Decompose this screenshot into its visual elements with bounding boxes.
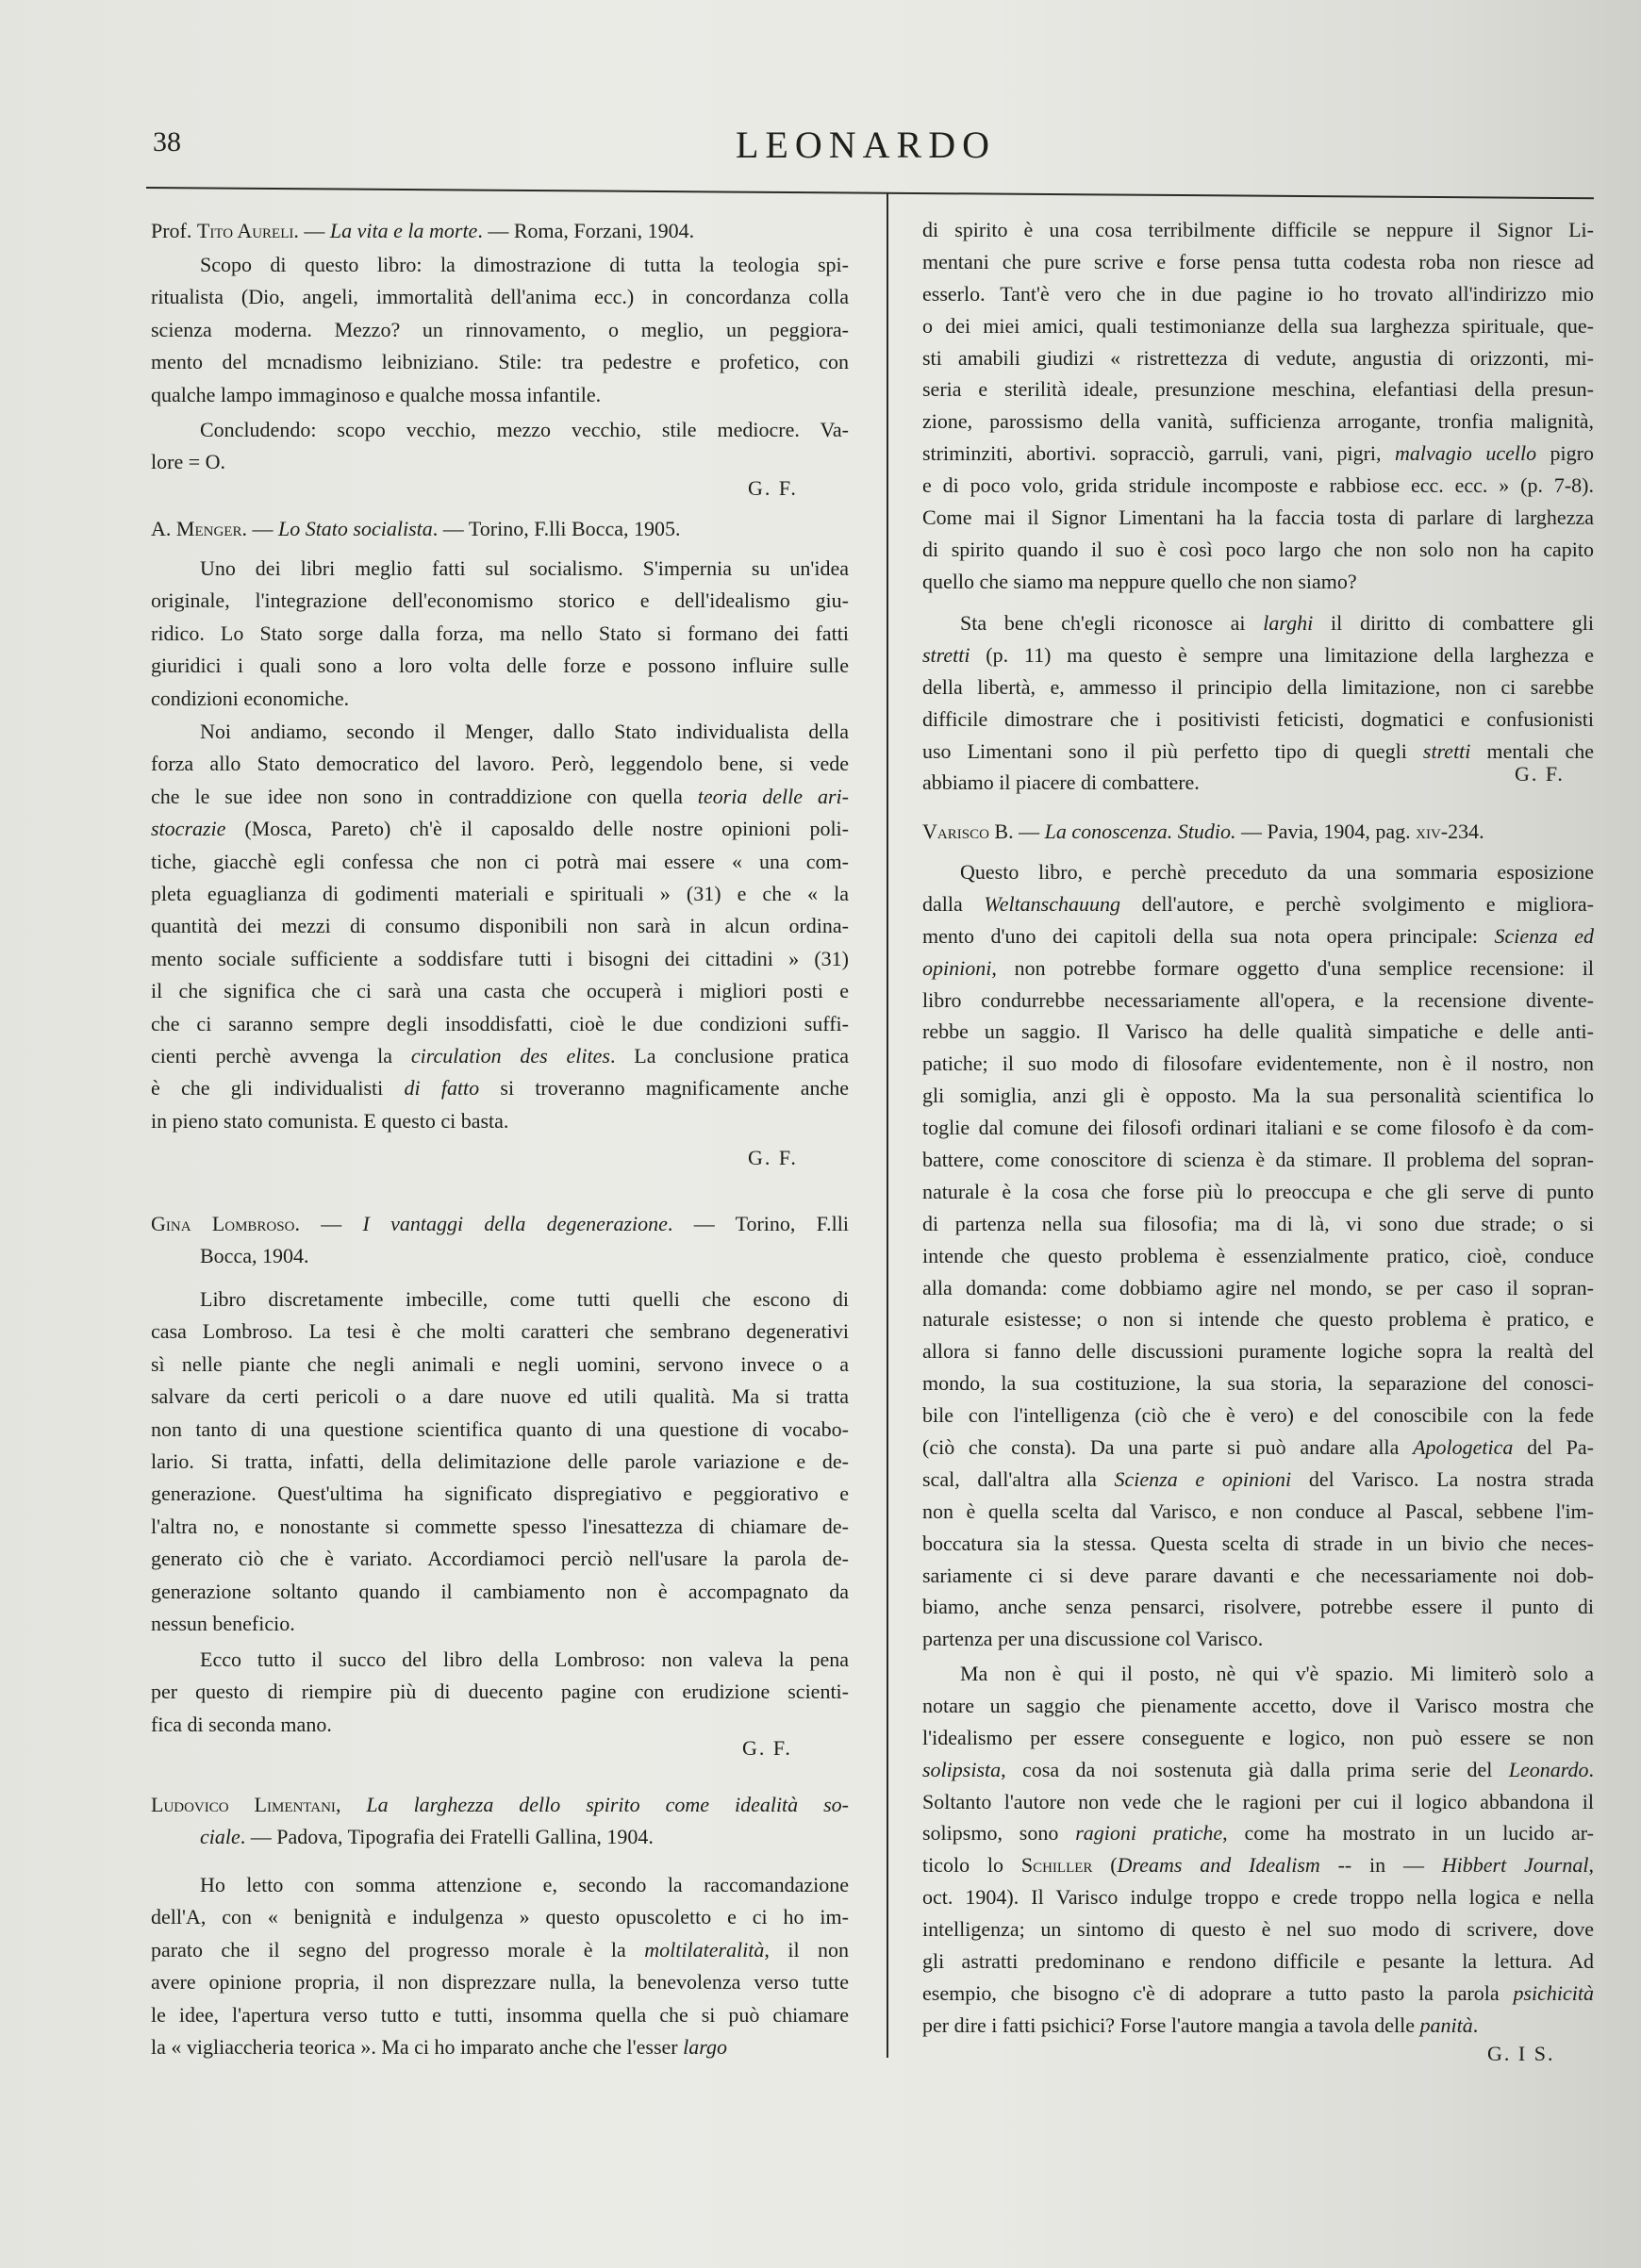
text-run: sì nelle piante che negli animali e negli uomini, servono invece o a	[151, 1351, 849, 1376]
text-run: toglie dal comune dei filosofi ordinari italiani e se come filosofo è da com-	[922, 1116, 1594, 1140]
text-line	[151, 1040, 849, 1072]
text-run: tiche, giacchè egli confessa che non ci potrà mai essere « una com-	[151, 849, 849, 873]
italic-text: I vantaggi della degenerazione	[362, 1212, 668, 1235]
italic-text: Scienza ed	[1494, 923, 1595, 948]
text-run: per dire i fatti psichici? Forse l'autore mangia a tavola delle	[922, 2012, 1420, 2037]
italic-text: solipsista	[922, 1757, 1002, 1781]
text-run: A.	[151, 517, 176, 540]
text-run: esserlo. Tant'è vero che in due pagine io ho trovato all'indirizzo mio	[922, 281, 1594, 306]
text-run: Questo libro, e perchè preceduto da una sommaria esposizione	[960, 860, 1594, 884]
text-run: di partenza nella sua filosofia; ma di là, vi sono due strade; o si	[922, 1211, 1594, 1235]
text-run: Bocca, 1904.	[200, 1244, 309, 1268]
text-run: gli somiglia, anzi gli è opposto. Ma la sua personalità scientifica lo	[922, 1084, 1594, 1108]
signature: G. F.	[1515, 762, 1565, 786]
italic-text: Lo Stato socialista	[277, 517, 433, 540]
text-run: quello che siamo ma neppure quello che non siamo?	[922, 569, 1357, 593]
text-run: Ecco tutto il succo del libro della Lombroso: non valeva la pena	[200, 1647, 849, 1671]
text-line	[922, 1591, 1594, 1623]
text-run: -- in —	[1319, 1853, 1442, 1878]
text-line	[151, 910, 849, 942]
italic-text: ciale	[200, 1825, 240, 1849]
text-line	[151, 1966, 849, 1998]
text-line	[151, 1511, 849, 1543]
text-line	[922, 1399, 1594, 1432]
text-run: , cosa da noi sostenuta già dalla prima serie del	[1001, 1757, 1509, 1781]
text-line	[151, 2031, 849, 2063]
text-run: pleta eguaglianza di godimenti materiali e spirituali » (31) e che « la	[151, 881, 849, 905]
text-run: zione, parossismo della vanità, sufficienza arrogante, tronfia malignità,	[922, 409, 1594, 434]
text-run: in pieno stato comunista. E questo ci basta.	[151, 1108, 509, 1133]
text-run: abbiamo il piacere di combattere.	[922, 770, 1200, 795]
text-line	[922, 985, 1594, 1017]
review-paragraph	[922, 607, 1594, 799]
text-line	[922, 1849, 1594, 1881]
signature: G. F.	[748, 476, 798, 500]
text-line	[151, 748, 849, 780]
text-run: che le sue idee non sono in contraddizione con quella	[151, 784, 698, 808]
text-run: e di poco volo, grida stridule incomposte e rabbiose ecc. ecc. » (p. 7-8).	[922, 473, 1594, 498]
text-run: bile con l'intelligenza (ciò che è vero) e del conoscibile con la fede	[922, 1403, 1594, 1428]
text-line	[151, 1644, 849, 1676]
italic-text: opinioni	[922, 955, 992, 980]
small-caps-text: Varisco B.	[922, 819, 1014, 843]
review-paragraph	[922, 856, 1594, 1655]
text-line	[151, 1008, 849, 1040]
text-line	[922, 1303, 1594, 1335]
text-line	[922, 888, 1594, 920]
text-line	[922, 1464, 1594, 1496]
text-run: (p. 11) ma questo è sempre una limitazione della larghezza e	[970, 642, 1594, 667]
text-run: . — Roma, Forzani, 1904.	[477, 219, 695, 242]
text-run: forza allo Stato democratico del lavoro. Però, leggendolo bene, si vede	[151, 752, 849, 776]
small-caps-text: Tito Aureli	[196, 219, 294, 242]
text-run: ritualista (Dio, angeli, immortalità dell'anima ecc.) in concordanza colla	[151, 285, 849, 309]
text-run: gli astratti predominano e rendono difficile e pesante la lettura. Ad	[922, 1949, 1594, 1974]
text-line	[151, 1934, 849, 1966]
italic-text: Dreams and Idealism	[1117, 1853, 1320, 1878]
text-run: di spirito è una cosa terribilmente difficile se neppure il Signor Li-	[922, 218, 1594, 241]
text-run: intende che questo problema è essenzialmente pratico, cioè, conduce	[922, 1243, 1594, 1267]
text-run: , non potrebbe formare oggetto d'una semplice recensione: il	[991, 955, 1594, 980]
text-line	[922, 1817, 1594, 1849]
text-line	[151, 553, 849, 585]
text-line	[151, 618, 849, 650]
text-line	[922, 1335, 1594, 1367]
text-run: o dei miei amici, quali testimonianze della sua larghezza spirituale, que-	[922, 313, 1594, 338]
italic-text: La conoscenza. Studio.	[1044, 819, 1236, 843]
text-line	[151, 975, 849, 1007]
text-line	[922, 671, 1594, 704]
text-run: battere, come conoscitore di scienza è da stimare. Il problema del sopran-	[922, 1148, 1594, 1172]
text-run: patiche; il suo modo di filosofare evidentemente, non è il nostro, non	[922, 1051, 1594, 1076]
text-run: sti amabili giudizi « ristrettezza di vedute, angustia di orizzonti, mi-	[922, 345, 1594, 370]
review-paragraph	[151, 1283, 849, 1640]
text-run: del Varisco. La nostra strada	[1291, 1466, 1594, 1491]
text-line	[922, 607, 1594, 639]
text-run: Scopo di questo libro: la dimostrazione di tutta la teologia spi-	[200, 253, 849, 276]
italic-text: Apologetica	[1413, 1435, 1514, 1460]
text-line	[922, 1528, 1594, 1560]
text-run: . — Padova, Tipografia dei Fratelli Gallina, 1904.	[240, 1825, 654, 1849]
text-run: ,	[1588, 1853, 1594, 1878]
text-run: . La conclusione pratica	[609, 1043, 849, 1068]
text-run: biamo, anche senza pensarci, risolvere, potrebbe essere il punto di	[922, 1595, 1594, 1619]
column-divider	[887, 192, 888, 2058]
review-paragraph	[151, 1869, 849, 2063]
text-line	[151, 1072, 849, 1104]
text-line	[151, 683, 849, 715]
italic-text: stretti	[1422, 738, 1471, 763]
small-caps-text: Ludovico Limentani	[151, 1793, 336, 1816]
text-run: seria e sterilità ideale, presunzione meschina, elefantiasi della presun-	[922, 377, 1594, 402]
text-line	[151, 1414, 849, 1446]
text-run: oct. 1904). Il Varisco indulge troppo e crede troppo nella logica e nella	[922, 1885, 1594, 1910]
text-line	[922, 534, 1594, 566]
review-paragraph-continued	[922, 214, 1594, 598]
text-line	[922, 736, 1594, 768]
text-line	[922, 2010, 1594, 2042]
text-line	[151, 215, 849, 247]
text-line	[151, 314, 849, 346]
text-line	[151, 716, 849, 748]
text-run: mentali che	[1470, 738, 1594, 763]
small-caps-text: xiv	[1416, 819, 1441, 843]
text-run: Soltanto l'autore non vede che le ragioni per cui il logico abbandona il	[922, 1789, 1594, 1813]
text-run: giuridici i quali sono a loro volta delle forze e possono influire sulle	[151, 654, 849, 678]
text-run: del Pa-	[1513, 1435, 1595, 1460]
italic-text: ragioni pratiche	[1075, 1821, 1223, 1846]
text-line	[151, 414, 849, 446]
text-run: difficile dimostrare che i positivisti feticisti, dogmatici e confusionisti	[922, 706, 1594, 731]
text-line	[151, 1208, 849, 1240]
text-run: —	[1013, 819, 1045, 843]
text-run: naturale è la cosa che forse più lo preoccupa e che gli serve di punto	[922, 1179, 1594, 1203]
text-run: fica di seconda mano.	[151, 1712, 332, 1736]
text-line	[922, 1367, 1594, 1399]
text-line	[922, 1272, 1594, 1304]
text-line	[151, 650, 849, 682]
text-run: boccatura sia la stessa. Questa scelta di strade in un bivio che neces-	[922, 1531, 1594, 1555]
signature: G. F.	[748, 1146, 798, 1169]
text-run: -234.	[1440, 819, 1484, 843]
text-line	[922, 342, 1594, 374]
italic-text: teoria delle ari-	[697, 784, 849, 808]
text-line	[151, 446, 849, 478]
text-run: si troveranno magnificamente anche	[479, 1076, 849, 1101]
small-caps-text: Menger	[175, 517, 242, 540]
text-run: allora si fanno delle discussioni puramente logiche sopra la realtà del	[922, 1339, 1594, 1364]
text-run: . — Torino, F.lli	[667, 1212, 849, 1235]
text-line	[151, 1105, 849, 1137]
text-run: di spirito quando il suo è così poco largo che non solo non ha capito	[922, 537, 1594, 561]
text-run: nessun beneficio.	[151, 1611, 295, 1635]
review-paragraph	[151, 1644, 849, 1741]
text-run: (Mosca, Pareto) ch'è il caposaldo delle nostre opinioni poli-	[225, 817, 849, 841]
text-run: Come mai il Signor Limentani ha la faccia tosta di parlare di larghezza	[922, 505, 1594, 530]
text-line	[922, 1048, 1594, 1080]
text-run: il che significa che ci sarà una casta che occuperà i migliori posti e	[151, 979, 849, 1003]
text-line	[151, 1999, 849, 2031]
text-line	[922, 278, 1594, 310]
text-run: dalla	[922, 891, 985, 916]
text-run: . —	[293, 219, 330, 242]
italic-text: Weltanschauung	[984, 891, 1121, 916]
text-line	[151, 1316, 849, 1348]
text-run: Sta bene ch'egli riconosce ai	[960, 611, 1264, 635]
text-run: mento sociale sufficiente a soddisfare tutti i bisogni dei cittadini » (31)	[151, 946, 849, 970]
review-heading-limentani	[151, 1789, 849, 1854]
text-run: generato ciò che è variato. Accordiamoci perciò nell'usare la parola de-	[151, 1547, 849, 1571]
signature: G. I S.	[1487, 2042, 1555, 2065]
text-run: della libertà, e, ammesso il principio della limitazione, non ci sarebbe	[922, 674, 1594, 699]
text-run: condizioni economiche.	[151, 686, 350, 710]
text-run: lario. Si tratta, infatti, della delimitazione delle parole variazione e de-	[151, 1449, 849, 1473]
review-paragraph	[151, 249, 849, 411]
text-line	[922, 438, 1594, 470]
text-run: naturale esistesse; o non si intende che questo problema è pratico, e	[922, 1307, 1594, 1332]
text-run: striminziti, abortivi. sopracciò, garruli, vani, pigri,	[922, 441, 1395, 466]
header-rule	[146, 187, 1594, 199]
text-line	[151, 1283, 849, 1316]
text-line	[922, 856, 1594, 888]
text-line	[922, 1913, 1594, 1945]
signature: G. F.	[742, 1736, 792, 1760]
text-run: mento d'uno dei capitoli della sua nota opera principale:	[922, 923, 1495, 948]
italic-text: Leonardo	[1508, 1757, 1589, 1781]
text-line	[922, 1240, 1594, 1272]
text-line	[922, 1754, 1594, 1786]
text-line	[151, 1576, 849, 1608]
text-line	[151, 585, 849, 617]
text-run: la « vigliaccheria teorica ». Ma ci ho imparato anche che l'esser	[151, 2034, 684, 2059]
small-caps-text: Gina Lombroso	[151, 1212, 295, 1235]
text-run: . —	[294, 1212, 363, 1235]
text-line	[922, 1978, 1594, 2010]
review-heading-aureli	[151, 215, 849, 247]
text-line	[922, 1496, 1594, 1528]
running-title: LEONARDO	[736, 124, 996, 166]
text-line	[151, 813, 849, 845]
review-paragraph	[151, 414, 849, 479]
page-number: 38	[153, 126, 181, 157]
text-run: . — Torino, F.lli Bocca, 1905.	[432, 517, 681, 540]
text-run: Concludendo: scopo vecchio, mezzo vecchio, stile mediocre. Va-	[200, 418, 849, 441]
text-run: Uno dei libri meglio fatti sul socialismo. S'impernia su un'idea	[200, 556, 849, 580]
text-run: (	[1092, 1853, 1118, 1878]
text-line	[922, 1080, 1594, 1112]
text-line	[151, 1676, 849, 1708]
text-run: dell'A, con « benignità e indulgenza » questo opuscoletto e ci ho im-	[151, 1905, 849, 1929]
text-line	[922, 920, 1594, 952]
text-run: alla domanda: come dobbiamo agire nel mondo, se per caso il sopran-	[922, 1275, 1594, 1300]
text-run: che ci saranno sempre degli insoddisfatti, cioè le due condizioni suffi-	[151, 1011, 849, 1035]
text-line	[151, 1789, 849, 1821]
italic-text: psichicità	[1513, 1980, 1594, 2005]
text-line	[922, 704, 1594, 736]
text-run: per questo di riempire più di duecento pagine con erudizione scienti-	[151, 1680, 849, 1704]
text-line	[151, 1543, 849, 1575]
text-run: rebbe un saggio. Il Varisco ha delle qualità simpatiche e delle anti-	[922, 1019, 1594, 1044]
italic-text: circulation des elites	[410, 1043, 610, 1068]
text-line	[922, 406, 1594, 438]
text-run: le idee, l'apertura verso tutto e tutti, insomma quella che si può chiamare	[151, 2002, 849, 2027]
text-run: (ciò che consta). Da una parte si può andare alla	[922, 1435, 1414, 1460]
text-run: mentani che pure scrive e forse pensa tutta codesta roba non riesce ad	[922, 249, 1594, 273]
text-line	[922, 502, 1594, 534]
text-run: l'idealismo per essere conseguente e logico, non può essere se non	[922, 1725, 1594, 1749]
text-run: dell'autore, e perchè svolgimento e migliora-	[1120, 891, 1594, 916]
text-run: , il non	[764, 1937, 850, 1962]
text-run: non è quella scelta dal Varisco, e non conduce al Pascal, sebbene l'im-	[922, 1498, 1594, 1523]
text-run: ,	[335, 1793, 367, 1816]
text-line	[922, 1144, 1594, 1176]
italic-text: largo	[683, 2034, 727, 2059]
text-line	[151, 846, 849, 878]
italic-text: di fatto	[404, 1076, 480, 1101]
text-line	[151, 1349, 849, 1381]
text-run: uso Limentani sono il più perfetto tipo di quegli	[922, 738, 1423, 763]
text-line	[922, 310, 1594, 342]
text-run: .	[1588, 1757, 1594, 1781]
text-run: originale, l'integrazione dell'economismo storico e dell'idealismo giu-	[151, 588, 849, 613]
text-line	[922, 1176, 1594, 1208]
text-line	[922, 1208, 1594, 1240]
text-line	[151, 513, 849, 545]
text-line	[922, 816, 1594, 848]
text-line	[151, 1901, 849, 1933]
text-run: ridico. Lo Stato sorge dalla forza, ma nello Stato si formano dei fatti	[151, 621, 849, 645]
italic-text: panità	[1419, 2012, 1473, 2037]
review-paragraph	[151, 553, 849, 715]
italic-text: malvagio ucello	[1394, 441, 1537, 466]
text-line	[922, 1560, 1594, 1592]
text-run: mento del mcnadismo leibniziano. Stile: tra pedestre e profetico, con	[151, 350, 849, 374]
text-run: notare un saggio che pienamente accetto, dove il Varisco mostra che	[922, 1693, 1594, 1717]
text-run: mondo, la sua costituzione, la sua storia, la separazione del conosci-	[922, 1371, 1594, 1396]
review-heading-menger	[151, 513, 849, 545]
text-line	[922, 1112, 1594, 1144]
text-line	[922, 1690, 1594, 1722]
text-run: l'altra no, e nonostante si commette spesso l'inesattezza di chiamare de-	[151, 1514, 849, 1538]
italic-text: moltilateralità	[644, 1937, 765, 1962]
text-run: il diritto di combattere gli	[1313, 611, 1595, 635]
text-line	[922, 1623, 1594, 1655]
text-run: , come ha mostrato in un lucido ar-	[1222, 1821, 1594, 1846]
text-line	[922, 639, 1594, 671]
text-line	[922, 1722, 1594, 1754]
text-run: esempio, che bisogno c'è di adoprare a tutto pasto la parola	[922, 1980, 1514, 2005]
text-line	[151, 1240, 849, 1272]
text-run: scal, dall'altra alla	[922, 1466, 1115, 1491]
text-run: ticolo lo	[922, 1853, 1021, 1878]
review-heading-lombroso	[151, 1208, 849, 1273]
text-line	[922, 1945, 1594, 1978]
text-line	[922, 767, 1594, 799]
text-run: quantità dei mezzi di consumo disponibili non sarà in alcun ordina-	[151, 914, 849, 938]
italic-text: La vita e la morte	[329, 219, 478, 242]
text-line	[151, 346, 849, 378]
text-line	[151, 1478, 849, 1510]
italic-text: stocrazie	[151, 817, 226, 841]
text-line	[922, 214, 1594, 246]
italic-text: Scienza e opinioni	[1114, 1466, 1292, 1491]
text-line	[151, 943, 849, 975]
text-run: salvare da certi pericoli o a dare nuove ed utili qualità. Ma si tratta	[151, 1384, 849, 1409]
text-run: parato che il segno del progresso morale è la	[151, 1937, 645, 1962]
text-run: generazione. Quest'ultima ha significato dispregiativo e peggiorativo e	[151, 1482, 849, 1506]
review-paragraph	[151, 716, 849, 1137]
text-line	[151, 1821, 849, 1853]
text-line	[151, 1446, 849, 1478]
text-run: lore = O.	[151, 450, 225, 474]
text-line	[922, 373, 1594, 406]
text-line	[151, 1381, 849, 1413]
text-run: non tanto di una questione scientifica quanto di una questione di vocabo-	[151, 1416, 849, 1441]
text-run: — Pavia, 1904, pag.	[1235, 819, 1417, 843]
text-run: partenza per una discussione col Varisco.	[922, 1627, 1264, 1651]
text-run: .	[1472, 2012, 1479, 2037]
text-line	[922, 1016, 1594, 1048]
text-line	[922, 246, 1594, 278]
review-paragraph	[922, 1658, 1594, 2042]
text-run: Noi andiamo, secondo il Menger, dallo Stato individualista della	[200, 720, 849, 743]
text-line	[922, 1786, 1594, 1818]
italic-text: La larghezza dello spirito come idealità so-	[366, 1793, 849, 1816]
text-line	[151, 249, 849, 281]
text-run: libro condurrebbe necessariamente all'opera, e la recensione divente-	[922, 987, 1594, 1012]
text-line	[151, 281, 849, 313]
text-line	[922, 470, 1594, 502]
text-run: sariamente ci si deve parare davanti e che necessariamente noi dob-	[922, 1563, 1594, 1587]
text-line	[151, 781, 849, 813]
text-run: . —	[241, 517, 278, 540]
italic-text: larghi	[1263, 611, 1314, 635]
text-line	[922, 952, 1594, 985]
text-run: generazione soltanto quando il cambiamento non è accompagnato da	[151, 1579, 849, 1603]
text-run: avere opinione propria, il non disprezzare nulla, la benevolenza verso tutte	[151, 1970, 849, 1995]
text-line	[922, 1432, 1594, 1464]
text-line	[151, 1608, 849, 1640]
text-run: Ma non è qui il posto, nè qui v'è spazio. Mi limiterò solo a	[960, 1662, 1594, 1685]
review-heading-varisco	[922, 816, 1594, 848]
text-run: qualche lampo immaginoso e qualche mossa infantile.	[151, 382, 602, 406]
text-line	[922, 1881, 1594, 1913]
text-run: cienti perchè avvenga la	[151, 1043, 411, 1068]
text-run: casa Lombroso. La tesi è che molti caratteri che sembrano degenerativi	[151, 1319, 849, 1344]
text-run: intelligenza; un sintomo di questo è nel suo modo di scrivere, dove	[922, 1917, 1594, 1942]
text-line	[151, 379, 849, 411]
text-line	[922, 1658, 1594, 1690]
text-run: Libro discretamente imbecille, come tutti quelli che escono di	[200, 1287, 849, 1311]
small-caps-text: Schiller	[1020, 1853, 1093, 1878]
text-run: Prof.	[151, 219, 197, 242]
text-run: Ho letto con somma attenzione e, secondo la raccomandazione	[200, 1873, 849, 1896]
italic-text: Hibbert Journal	[1441, 1853, 1589, 1878]
italic-text: stretti	[922, 642, 970, 667]
text-line	[151, 878, 849, 910]
text-run: pigro	[1536, 441, 1594, 466]
text-line	[151, 1869, 849, 1901]
text-run: scienza moderna. Mezzo? un rinnovamento, o meglio, un peggiora-	[151, 317, 849, 341]
text-line	[922, 566, 1594, 598]
text-run: è che gli individualisti	[151, 1076, 405, 1101]
text-run: solipsmo, sono	[922, 1821, 1076, 1846]
